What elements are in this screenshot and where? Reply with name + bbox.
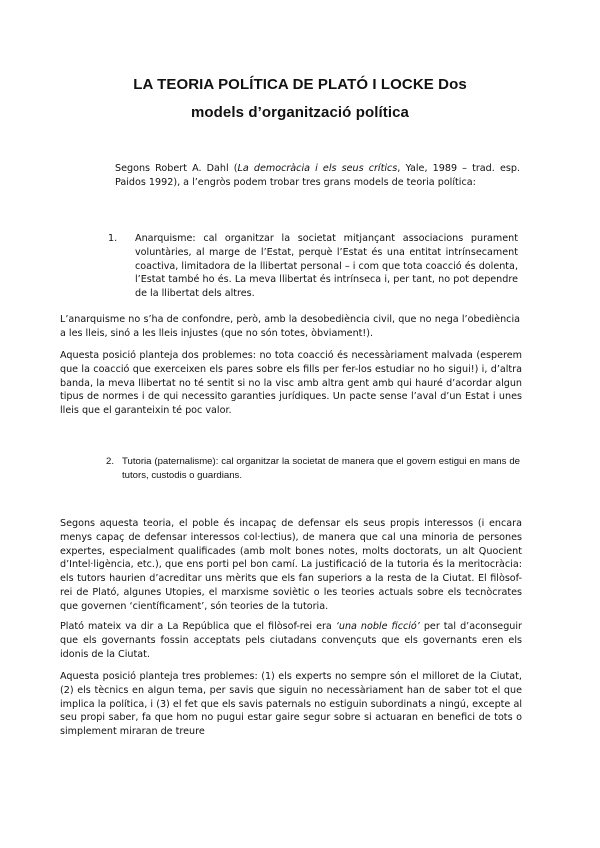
paragraph-problemes-tutoria: Aquesta posició planteja tres problemes: (1) els experts no sempre són el milloret de la Ciutat, (2) els tècnics en algun tema, per savis que siguin no necessàriament han de saber tot el que implica la política, i (3) el fet que els savis paternals no estiguin subordinats a ningú, excepte al seu propi saber, fa que hom no pugui estar gaire segur sobre si actuaran en benefici de tots o simplement miraran de treure <box>60 671 522 738</box>
title-line-2: models d’organització política <box>190 104 410 121</box>
list-item-1-text: Anarquisme: cal organitzar la societat mitjançant associacions purament voluntàries, al marge de l’Estat, perquè l’Estat és una entitat intrínsecament coactiva, limitadora de la llibertat personal – i com que tota coacció és dolenta, l’Estat també ho és. La meva llibertat és intrínseca i, per tant, no pot dependre de la llibertat dels altres. <box>135 233 518 300</box>
title-line-1: LA TEORIA POLÍTICA DE PLATÓ I LOCKE Dos <box>133 76 467 93</box>
intro-text-before: Segons Robert A. Dahl ( <box>115 163 238 174</box>
intro-text-after: , Yale, 1989 – trad. esp. Paidos 1992), a l’engròs podem trobar tres grans models de teoria política: <box>115 163 520 188</box>
list-item-1-number: 1. <box>108 233 118 244</box>
plato-quote: ‘una noble ficció’ <box>335 621 420 632</box>
intro-paragraph <box>115 162 520 190</box>
plato-text-before: Plató mateix va dir a La República que el filòsof-rei era <box>60 621 336 632</box>
list-item-2-number: 2. <box>106 456 115 467</box>
plato-text-after: per tal d’aconseguir que els governants fossin acceptats pels ciutadans convençuts que els governants eren els idonis de la Ciutat. <box>60 621 522 660</box>
intro-book-title: La democràcia i els seus crítics <box>237 163 398 174</box>
paragraph-plato <box>60 620 522 661</box>
paragraph-tutoria: Segons aquesta teoria, el poble és incapaç de defensar els seus propis interessos (i encara menys capaç de defensar interessos col·lectius), de manera que cal una minoria de persones expertes, especialment qualificades (amb molt bones notes, molts doctorats, un alt Quocient d’Intel·ligència, etc.), que ens porti pel bon camí. La justificació de la tutoria és la meritocràcia: els tutors haurien d’acreditar uns mèrits que els fan superiors a la resta de la Ciutat. El filòsof-rei de Plató, algunes Utopies, el marxisme soviètic o les teories actuals sobre els tecnòcrates que governen ‘científicament’, són teories de la tutoria. <box>60 518 522 612</box>
list-item-2-text: Tutoria (paternalisme): cal organitzar la societat de manera que el govern estigui en mans de tutors, custodis o guardians. <box>122 456 520 481</box>
paragraph-anarquisme: L’anarquisme no s’ha de confondre, però, amb la desobediència civil, que no nega l’obediència a les lleis, sinó a les lleis injustes (que no són totes, òbviament!). <box>60 314 520 339</box>
paragraph-problemes-anarquisme: Aquesta posició planteja dos problemes: no tota coacció és necessàriament malvada (esperem que la coacció que exerceixen els pares sobre els fills per fer-los estudiar no ho sigui!) i, d’altra banda, la meva llibertat no té sentit si no la visc amb altra gent amb qui hauré d’acordar algun tipus de normes i de qui necessito garanties jurídiques. Un pacte sense l’aval d’un Estat i unes lleis que el garanteixin té poc valor. <box>60 350 522 417</box>
